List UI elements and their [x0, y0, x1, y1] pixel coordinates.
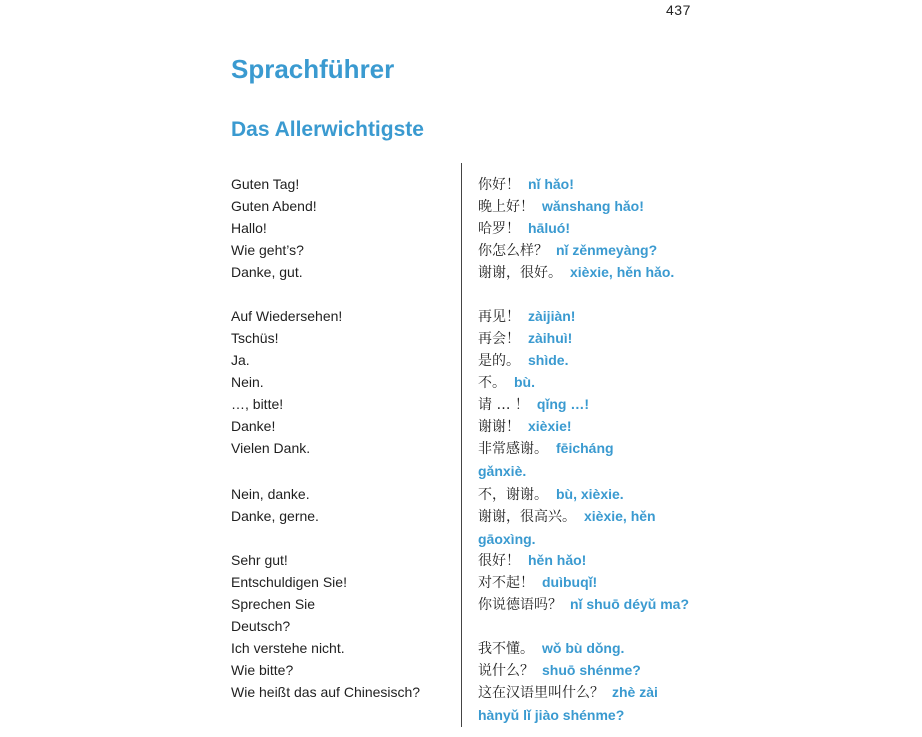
german-phrase: Wie heißt das auf Chinesisch? [231, 684, 421, 700]
chinese-phrase: 是的。 [478, 353, 520, 369]
phrase-row [0, 195, 922, 217]
german-phrase: Sprechen Sie Deutsch? [231, 596, 316, 634]
german-phrase: Ja. [231, 352, 250, 368]
translation [478, 305, 708, 328]
pinyin: zàihuì! [528, 330, 573, 346]
translation [478, 261, 708, 284]
chinese-phrase: 你好！ [478, 177, 520, 193]
pinyin: hāluó! [528, 220, 570, 236]
section-heading: Das Allerwichtigste [231, 118, 424, 141]
pinyin: shìde. [528, 352, 569, 368]
chinese-phrase: 再会！ [478, 331, 520, 347]
chinese-phrase: 哈罗！ [478, 221, 520, 237]
translation [478, 239, 708, 262]
pinyin: xièxie! [528, 418, 572, 434]
phrase-row [0, 415, 922, 437]
german-phrase: Guten Tag! [231, 176, 300, 192]
pinyin: wǎnshang hǎo! [542, 198, 644, 214]
translation [478, 659, 708, 682]
pinyin: nǐ zěnmeyàng? [556, 242, 658, 258]
chinese-phrase: 我不懂。 [478, 641, 534, 657]
chinese-phrase: 你说德语吗？ [478, 597, 562, 613]
phrase-row [0, 637, 922, 659]
chinese-phrase: 对不起！ [478, 575, 534, 591]
german-phrase: Danke, gut. [231, 264, 303, 280]
chinese-phrase: 谢谢，很高兴。 [478, 509, 576, 525]
translation [478, 571, 708, 594]
german-phrase: Auf Wiedersehen! [231, 308, 343, 324]
phrase-row [0, 505, 922, 547]
translation [478, 437, 658, 482]
chinese-phrase: 谢谢！ [478, 419, 520, 435]
page-number: 437 [666, 2, 691, 18]
german-phrase: Danke! [231, 418, 276, 434]
translation [478, 371, 708, 394]
pinyin: fēicháng gǎnxiè. [478, 440, 614, 479]
german-phrase: Hallo! [231, 220, 267, 236]
phrase-row [0, 659, 922, 681]
pinyin: hěn hǎo! [528, 552, 587, 568]
german-phrase: Sehr gut! [231, 552, 288, 568]
phrase-row [0, 437, 922, 479]
pinyin: shuō shénme? [542, 662, 641, 678]
chinese-phrase: 不。 [478, 375, 506, 391]
german-phrase: …, bitte! [231, 396, 284, 412]
translation [478, 681, 703, 726]
phrase-row [0, 217, 922, 239]
page-title: Sprachführer [231, 54, 395, 84]
german-phrase: Vielen Dank. [231, 440, 311, 456]
translation [478, 393, 708, 416]
german-phrase: Tschüs! [231, 330, 279, 346]
pinyin: xièxie, hěn gāoxìng. [478, 508, 656, 547]
chinese-phrase: 非常感谢。 [478, 441, 548, 457]
phrase-row [0, 371, 922, 393]
phrase-row [0, 173, 922, 195]
chinese-phrase: 很好！ [478, 553, 520, 569]
phrase-row [0, 239, 922, 261]
phrase-row [0, 305, 922, 327]
german-phrase: Nein. [231, 374, 264, 390]
translation [478, 637, 708, 660]
german-phrase: Ich verstehe nicht. [231, 640, 345, 656]
translation [478, 505, 668, 550]
translation [478, 327, 708, 350]
pinyin: zhè zài hànyǔ lǐ jiào shénme? [478, 684, 658, 723]
phrase-row [0, 261, 922, 283]
german-phrase: Wie geht’s? [231, 242, 304, 258]
german-phrase: Danke, gerne. [231, 508, 319, 524]
translation [478, 349, 708, 372]
pinyin: xièxie, hěn hǎo. [570, 264, 675, 280]
phrase-row [0, 483, 922, 505]
chinese-phrase: 再见！ [478, 309, 520, 325]
phrase-row [0, 393, 922, 415]
german-phrase: Guten Abend! [231, 198, 317, 214]
pinyin: duìbuqǐ! [542, 574, 598, 590]
chinese-phrase: 说什么？ [478, 663, 534, 679]
translation [478, 549, 708, 572]
phrase-row [0, 571, 922, 593]
chinese-phrase: 请 … ！ [478, 397, 529, 413]
translation [478, 593, 706, 616]
translation [478, 483, 708, 506]
phrase-row [0, 593, 922, 634]
translation [478, 415, 708, 438]
pinyin: bù, xièxie. [556, 486, 624, 502]
translation [478, 217, 708, 240]
german-phrase: Entschuldigen Sie! [231, 574, 347, 590]
phrase-row [0, 349, 922, 371]
pinyin: bù. [514, 374, 535, 390]
phrase-row [0, 327, 922, 349]
phrase-row [0, 549, 922, 571]
pinyin: wǒ bù dǒng. [542, 640, 625, 656]
translation [478, 173, 708, 196]
german-phrase: Nein, danke. [231, 486, 310, 502]
chinese-phrase: 你怎么样？ [478, 243, 548, 259]
chinese-phrase: 这在汉语里叫什么？ [478, 685, 604, 701]
phrase-row [0, 681, 922, 723]
pinyin: nǐ shuō déyǔ ma? [570, 596, 690, 612]
pinyin: nǐ hǎo! [528, 176, 574, 192]
chinese-phrase: 晚上好！ [478, 199, 534, 215]
pinyin: qǐng …! [536, 396, 590, 412]
translation [478, 195, 708, 218]
pinyin: zàijiàn! [528, 308, 576, 324]
chinese-phrase: 谢谢，很好。 [478, 265, 562, 281]
german-phrase: Wie bitte? [231, 662, 294, 678]
chinese-phrase: 不，谢谢。 [478, 487, 548, 503]
